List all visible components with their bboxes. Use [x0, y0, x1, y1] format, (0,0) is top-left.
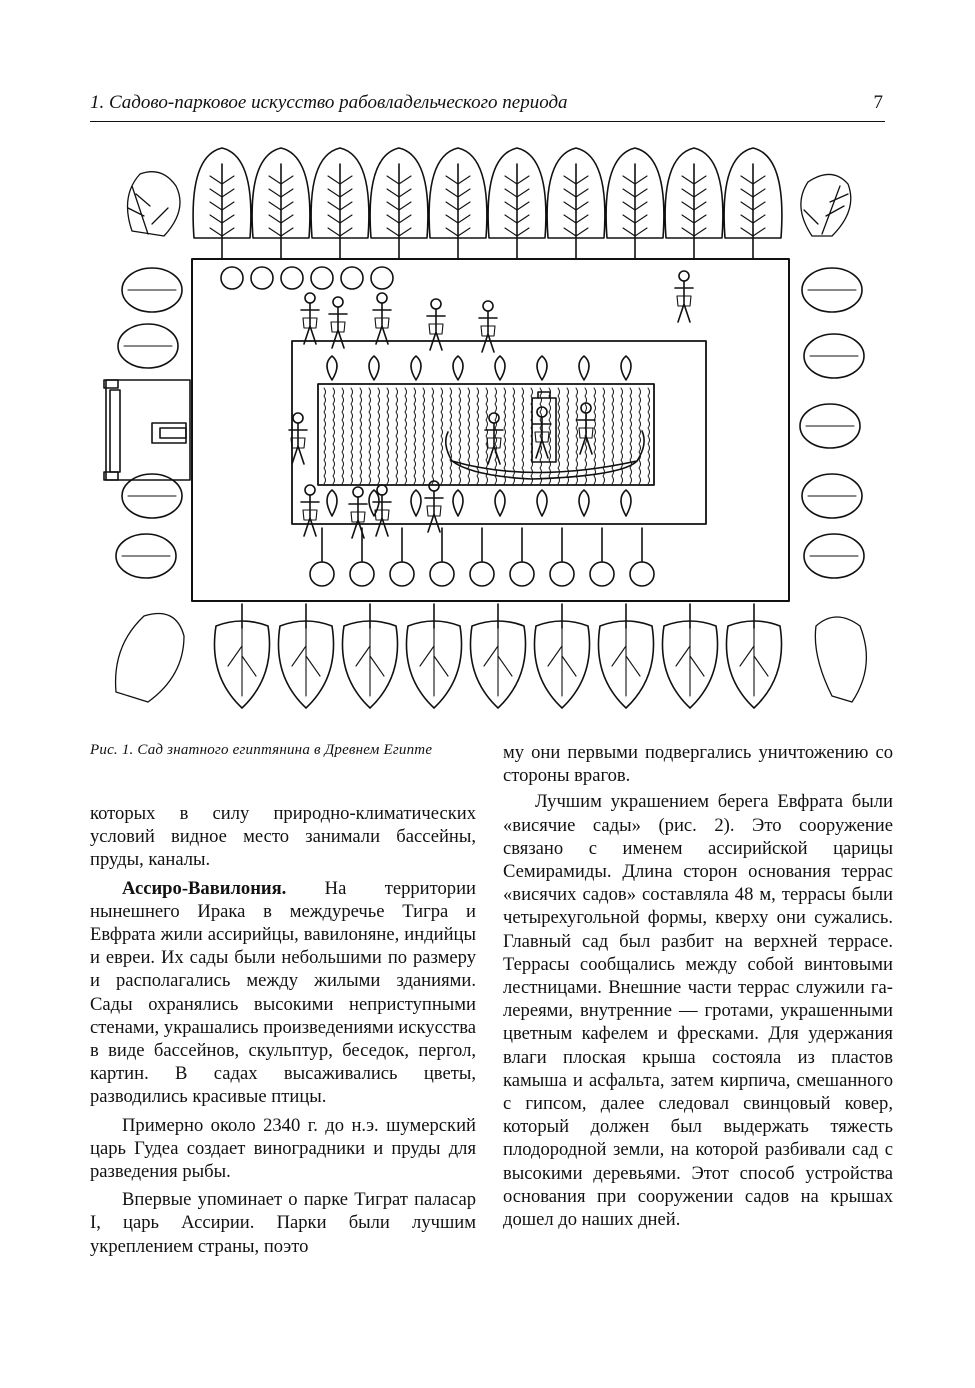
tree-icon	[488, 148, 546, 258]
left-column	[90, 802, 476, 1258]
human-figures	[289, 271, 693, 538]
flower-icon	[630, 528, 654, 586]
person-icon	[301, 293, 319, 344]
side-leaf-icon	[122, 268, 182, 312]
small-leaf-icon	[411, 490, 421, 516]
flower-icon	[390, 528, 414, 586]
small-leaf-icon	[621, 356, 631, 380]
person-icon	[533, 407, 551, 458]
small-leaf-icon	[537, 356, 547, 380]
small-leaf-icon	[327, 356, 337, 380]
pool-water	[324, 388, 650, 484]
header-rule	[90, 121, 885, 122]
flower-icon	[341, 267, 363, 289]
tree-icon	[724, 148, 782, 258]
bottom-plant-row	[214, 604, 781, 708]
small-leaf-icon	[495, 356, 505, 380]
paragraph: Впервые упоминает о парке Тиграт паласар I, царь Ассирии. Парки были лучшим укреплением страны, поэто	[90, 1189, 476, 1257]
flower-icon	[311, 267, 333, 289]
leaf-plant-icon	[278, 604, 333, 708]
leaf-plant-icon	[214, 604, 269, 708]
person-icon	[349, 487, 367, 538]
person-icon	[427, 299, 445, 350]
small-leaf-icon	[327, 490, 337, 516]
side-leaf-icon	[802, 268, 862, 312]
section-heading: Ассиро-Вавилония.	[122, 877, 287, 899]
leaf-plant-icon	[406, 604, 461, 708]
side-leaf-icon	[116, 534, 176, 578]
flower-icon	[221, 267, 243, 289]
running-header	[90, 92, 883, 118]
right-column	[503, 741, 893, 1231]
tree-icon	[606, 148, 664, 258]
flower-icon	[281, 267, 303, 289]
leaf-plant-icon	[470, 604, 525, 708]
small-leaf-icon	[453, 490, 463, 516]
boat-icon	[446, 392, 644, 479]
tree-icon	[252, 148, 310, 258]
flower-icon	[350, 528, 374, 586]
small-leaf-icon	[495, 490, 505, 516]
flower-icon	[371, 267, 393, 289]
leaf-plant-icon	[534, 604, 589, 708]
small-leaf-icon	[453, 356, 463, 380]
person-icon	[373, 293, 391, 344]
gatehouse-icon	[104, 380, 190, 480]
tree-icon	[193, 148, 251, 258]
small-leaf-icon	[411, 356, 421, 380]
flower-icon	[550, 528, 574, 586]
small-leaf-icon	[579, 490, 589, 516]
tree-icon	[547, 148, 605, 258]
inner-plant-rows	[221, 267, 654, 586]
flower-icon	[510, 528, 534, 586]
small-leaf-icon	[369, 356, 379, 380]
page-number: 7	[873, 92, 883, 113]
side-leaf-icon	[802, 474, 862, 518]
paragraph: му они первыми подвергались уничтожению со стороны врагов.	[503, 742, 893, 787]
tree-icon	[429, 148, 487, 258]
side-leaf-icon	[804, 334, 864, 378]
flower-icon	[590, 528, 614, 586]
tree-icon	[311, 148, 369, 258]
egyptian-garden-illustration	[92, 136, 884, 714]
chapter-title: 1. Садово-парковое искусство рабовладельческого периода	[90, 92, 568, 113]
person-icon	[479, 301, 497, 352]
paragraph-text: На территории нынешнего Ирака в междуречье Тигра и Евфрата жили ассирийцы, вавилоняне, индийцы и евреи. Их сады были небольшими по размеру и располагались между жилыми зданиями. Сады охранялись высокими неприступными стенами, украшались произведениями искусства в виде бассейнов, скульптур, беседок, пергол, картин. В садах высаживались цветы, разводились красивые птицы.	[90, 877, 476, 1108]
figure-caption: Рис. 1. Сад знатного египтянина в Древнем Египте	[90, 742, 433, 758]
person-icon	[675, 271, 693, 322]
flower-icon	[251, 267, 273, 289]
small-leaf-icon	[537, 490, 547, 516]
side-leaf-icon	[118, 324, 178, 368]
leaf-plant-icon	[662, 604, 717, 708]
tree-icon	[370, 148, 428, 258]
small-leaf-icon	[579, 356, 589, 380]
paragraph: Лучшим украшением берега Евфрата были «висячие сады» (рис. 2). Это сооружение связано с именем ассирийской царицы Семирамиды. Длина сторон основания террас «висячих садов» составляла 48 м, террасы были четырехугольной формы, кверху они сужались. Главный сад был разбит на верхней террасе. Террасы сообщались между собой винтовыми лестницами. Внешние части террас служили галереями, внутренние — гротами, украшенными цветным кафелем и фресками. Для удержания влаги плоская крыша состояла из пластов камыша и асфальта, затем кирпича, смешанного с гипсом, далее следовал свинцовый ковер, который должен был выдержать тяжесть плодородной земли, на которой разбивали сад с высокими деревьями. Этот способ устройства основания при сооружении садов на крышах дошел до наших дней.	[503, 791, 893, 1231]
flower-icon	[470, 528, 494, 586]
small-leaf-icon	[369, 490, 379, 516]
leaf-plant-icon	[598, 604, 653, 708]
top-tree-row	[193, 148, 782, 258]
flower-icon	[430, 528, 454, 586]
paragraph	[90, 877, 476, 1109]
leaf-plant-icon	[342, 604, 397, 708]
tree-icon	[665, 148, 723, 258]
side-leaf-icon	[800, 404, 860, 448]
side-leaf-icon	[804, 534, 864, 578]
paragraph: которых в силу природно-климатических условий видное место занимали бассейны, пруды, каналы.	[90, 803, 476, 871]
leaf-plant-icon	[726, 604, 781, 708]
side-plant-rows	[116, 268, 864, 578]
paragraph: Примерно около 2340 г. до н.э. шумерский царь Гудеа создает виноградники и пруды для разведения рыбы.	[90, 1114, 476, 1183]
small-leaf-icon	[621, 490, 631, 516]
person-icon	[301, 485, 319, 536]
flower-icon	[310, 528, 334, 586]
courtyard-frame	[292, 341, 706, 524]
